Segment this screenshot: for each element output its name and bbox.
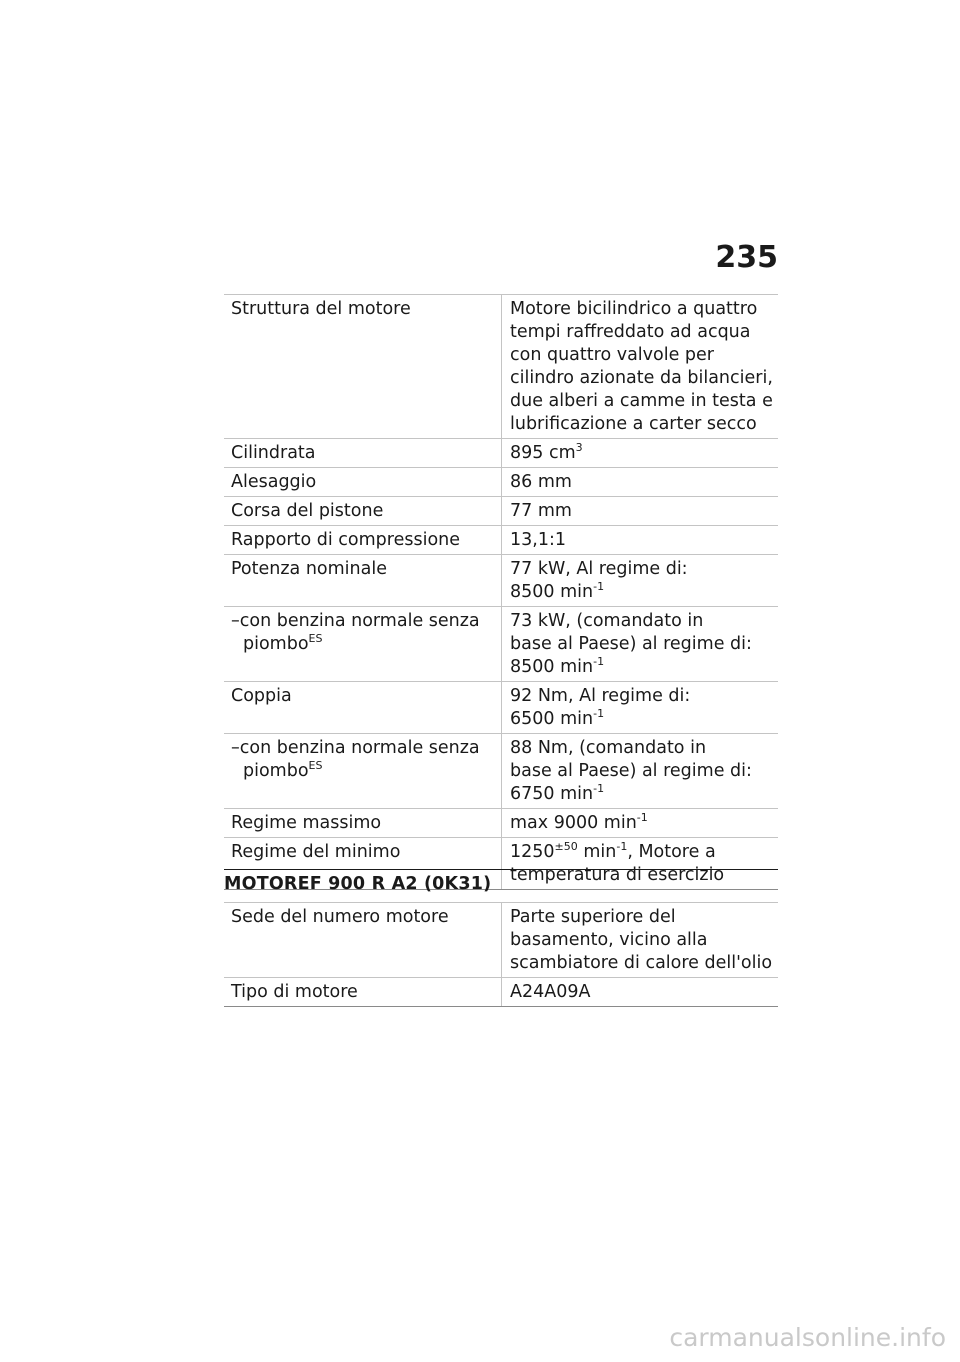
value-line: 92 Nm, Al regime di: (510, 686, 691, 706)
row-label: Cilindrata (224, 439, 502, 468)
value-sup: -1 (616, 840, 628, 853)
value-line: 73 kW, (comandato in (510, 611, 704, 631)
page-number: 235 (715, 240, 778, 275)
row-value: A24A09A (502, 978, 779, 1007)
row-label: Potenza nominale (224, 555, 502, 607)
row-value (502, 555, 779, 607)
row-label (224, 607, 502, 682)
table-row (224, 682, 778, 734)
table-row (224, 439, 778, 468)
row-value: Parte superiore del basamento, vicino alla scambiatore di calore dell'olio (502, 903, 779, 978)
value-sup: 3 (575, 441, 583, 454)
row-value: Motore bicilindrico a quattro tempi raffreddato ad acqua con quattro valvole per cilindro azionate da bilancieri, due alberi a camme in testa e lubrificazione a carter secco (502, 295, 779, 439)
value-text: 1250 (510, 842, 555, 862)
row-value (502, 809, 779, 838)
watermark: carmanualsonline.info (669, 1323, 946, 1352)
engine-spec-table (224, 294, 778, 890)
table-row (224, 526, 778, 555)
value-line: 6500 min (510, 709, 594, 729)
value-sup: -1 (593, 580, 605, 593)
value-sup: -1 (636, 811, 648, 824)
value-line: 6750 min (510, 784, 594, 804)
value-sup: -1 (593, 655, 605, 668)
row-value: 77 mm (502, 497, 779, 526)
value-line: base al Paese) al regime di: (510, 761, 752, 781)
value-sup: -1 (593, 707, 605, 720)
row-label: Rapporto di compressione (224, 526, 502, 555)
row-label (224, 734, 502, 809)
engine-variant-spec-table (224, 902, 778, 1007)
value-line: base al Paese) al regime di: (510, 634, 752, 654)
label-text: –con benzina normale senza piombo (231, 611, 480, 654)
table-row (224, 607, 778, 682)
value-sup: -1 (593, 782, 605, 795)
row-label: Corsa del pistone (224, 497, 502, 526)
table-row (224, 468, 778, 497)
table-row (224, 555, 778, 607)
row-label: Coppia (224, 682, 502, 734)
row-label: Alesaggio (224, 468, 502, 497)
table-row (224, 497, 778, 526)
label-sup: ES (308, 759, 323, 772)
row-label: Sede del numero motore (224, 903, 502, 978)
table-row (224, 903, 778, 978)
row-value (502, 439, 779, 468)
row-label: Regime del minimo (224, 838, 502, 890)
table-row (224, 295, 778, 439)
table-row (224, 734, 778, 809)
value-line: 8500 min (510, 582, 594, 602)
table-row (224, 978, 778, 1007)
value-text: min (577, 842, 617, 862)
table-row (224, 809, 778, 838)
value-line: 8500 min (510, 657, 594, 677)
label-text: –con benzina normale senza piombo (231, 738, 480, 781)
row-value: 13,1:1 (502, 526, 779, 555)
row-value (502, 734, 779, 809)
row-label: Struttura del motore (224, 295, 502, 439)
section-heading: MOTOREF 900 R A2 (0K31) (224, 869, 778, 894)
value-text: max 9000 min (510, 813, 637, 833)
value-text: , Motore a temperatura di esercizio (510, 842, 725, 885)
value-sup: ±50 (554, 840, 578, 853)
row-value (502, 682, 779, 734)
row-label: Regime massimo (224, 809, 502, 838)
row-value (502, 607, 779, 682)
value-line: 77 kW, Al regime di: (510, 559, 688, 579)
value-line: 88 Nm, (comandato in (510, 738, 707, 758)
row-label: Tipo di motore (224, 978, 502, 1007)
label-sup: ES (308, 632, 323, 645)
row-value: 86 mm (502, 468, 779, 497)
value-text: 895 cm (510, 443, 576, 463)
